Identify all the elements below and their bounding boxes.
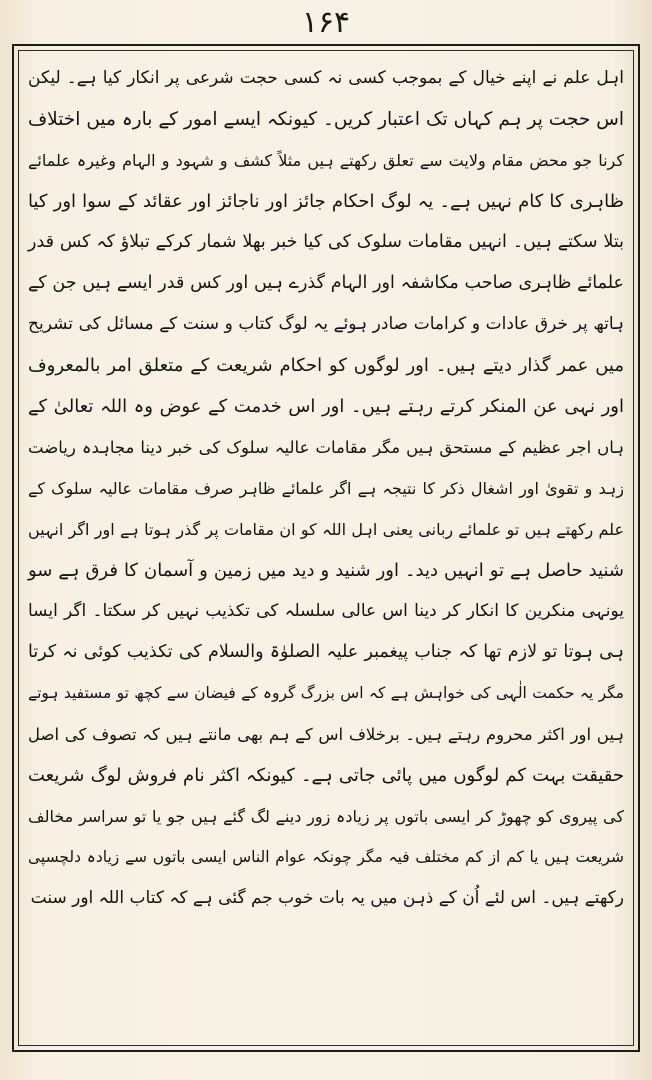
text-line: میں عمر گذار دیتے ہیں۔ اور لوگوں کو احکام شریعت کے متعلق امر بالمعروف <box>28 355 624 376</box>
text-line: ہاں اجر عظیم کے مستحق ہیں مگر مقامات عالیہ سلوک کی خبر دینا مجاہدہ ریاضت <box>28 438 624 457</box>
text-line: اس حجت پر ہم کہاں تک اعتبار کریں۔ کیونکہ ایسے امور کے بارہ میں اختلاف <box>28 109 624 130</box>
page-number: ۱۶۴ <box>301 5 351 40</box>
text-line: زہد و تقویٰ اور اشغال ذکر کا نتیجہ ہے اگر علمائے ظاہر صرف مقامات عالیہ سلوک کے <box>28 479 624 498</box>
text-line: ہی ہوتا تو لازم تھا کہ جناب پیغمبر علیہ الصلوٰۃ والسلام کی تکذیب کوئی نہ کرتا <box>28 642 624 662</box>
text-line: بتلا سکتے ہیں۔ انہیں مقامات سلوک کی کیا خبر بھلا شمار کرکے تبلاؤ کہ کس قدر <box>28 232 624 252</box>
text-line: یونہی منکرین کا انکار کر دینا اس عالی سلسلہ کی تکذیب نہیں کر سکتا۔ اگر ایسا <box>28 601 624 621</box>
text-line: علمائے ظاہری صاحب مکاشفہ اور الہام گذرے ہیں اور کس قدر ایسے ہیں جن کے <box>28 273 624 293</box>
text-line: کرنا جو محض مقام ولایت سے تعلق رکھتے ہیں مثلاً کشف و شہود و الہام وغیرہ علمائے <box>28 151 624 170</box>
text-line: مگر یہ حکمت الٰہی کی خواہش ہے کہ اس بزرگ گروہ کے فیضان سے کچھ تو مستفید ہوتے <box>28 684 624 702</box>
text-line: ہاتھ پر خرق عادات و کرامات صادر ہوئے یہ لوگ کتاب و سنت کے مسائل کی تشریح <box>28 314 624 334</box>
text-line: اور نہی عن المنکر کرتے رہتے ہیں۔ اور اس خدمت کے عوض وہ اللہ تعالیٰ کے <box>28 396 624 417</box>
text-line: علم رکھتے ہیں تو علمائے ربانی یعنی اہل اللہ کو ان مقامات پر گذر ہوتا ہے اور اگر انہیں <box>28 520 624 539</box>
text-line: ظاہری کا کام نہیں ہے۔ یہ لوگ احکام جائز اور ناجائز اور عقائد کے سوا اور کیا <box>28 191 624 212</box>
text-line: ہیں اور اکثر محروم رہتے ہیں۔ برخلاف اس کے ہم بھی مانتے ہیں کہ تصوف کی اصل <box>28 725 624 744</box>
text-line: اہل علم نے اپنے خیال کے بموجب کسی نہ کسی حجت شرعی پر انکار کیا ہے۔ لیکن <box>28 68 624 88</box>
text-line: شنید حاصل ہے تو انہیں دید۔ اور شنید و دید میں زمین و آسمان کا فرق ہے سو <box>28 560 624 581</box>
text-line: رکھتے ہیں۔ اس لئے اُن کے ذہن میں یہ بات خوب جم گئی ہے کہ کتاب اللہ اور سنت <box>30 888 624 908</box>
text-line: شریعت ہیں یا کم از کم مختلف فیہ مگر چونکہ عوام الناس ایسی باتوں سے زیادہ دلچسپی <box>28 848 624 866</box>
text-line: حقیقت بہت کم لوگوں میں پائی جاتی ہے۔ کیونکہ اکثر نام فروش لوگ شریعت <box>28 765 624 786</box>
text-line: کی پیروی کو چھوڑ کر ایسی باتوں پر زیادہ زور دینے لگ گئے ہیں جو یا تو سراسر مخالف <box>28 807 624 826</box>
urdu-text-block <box>24 58 628 1042</box>
